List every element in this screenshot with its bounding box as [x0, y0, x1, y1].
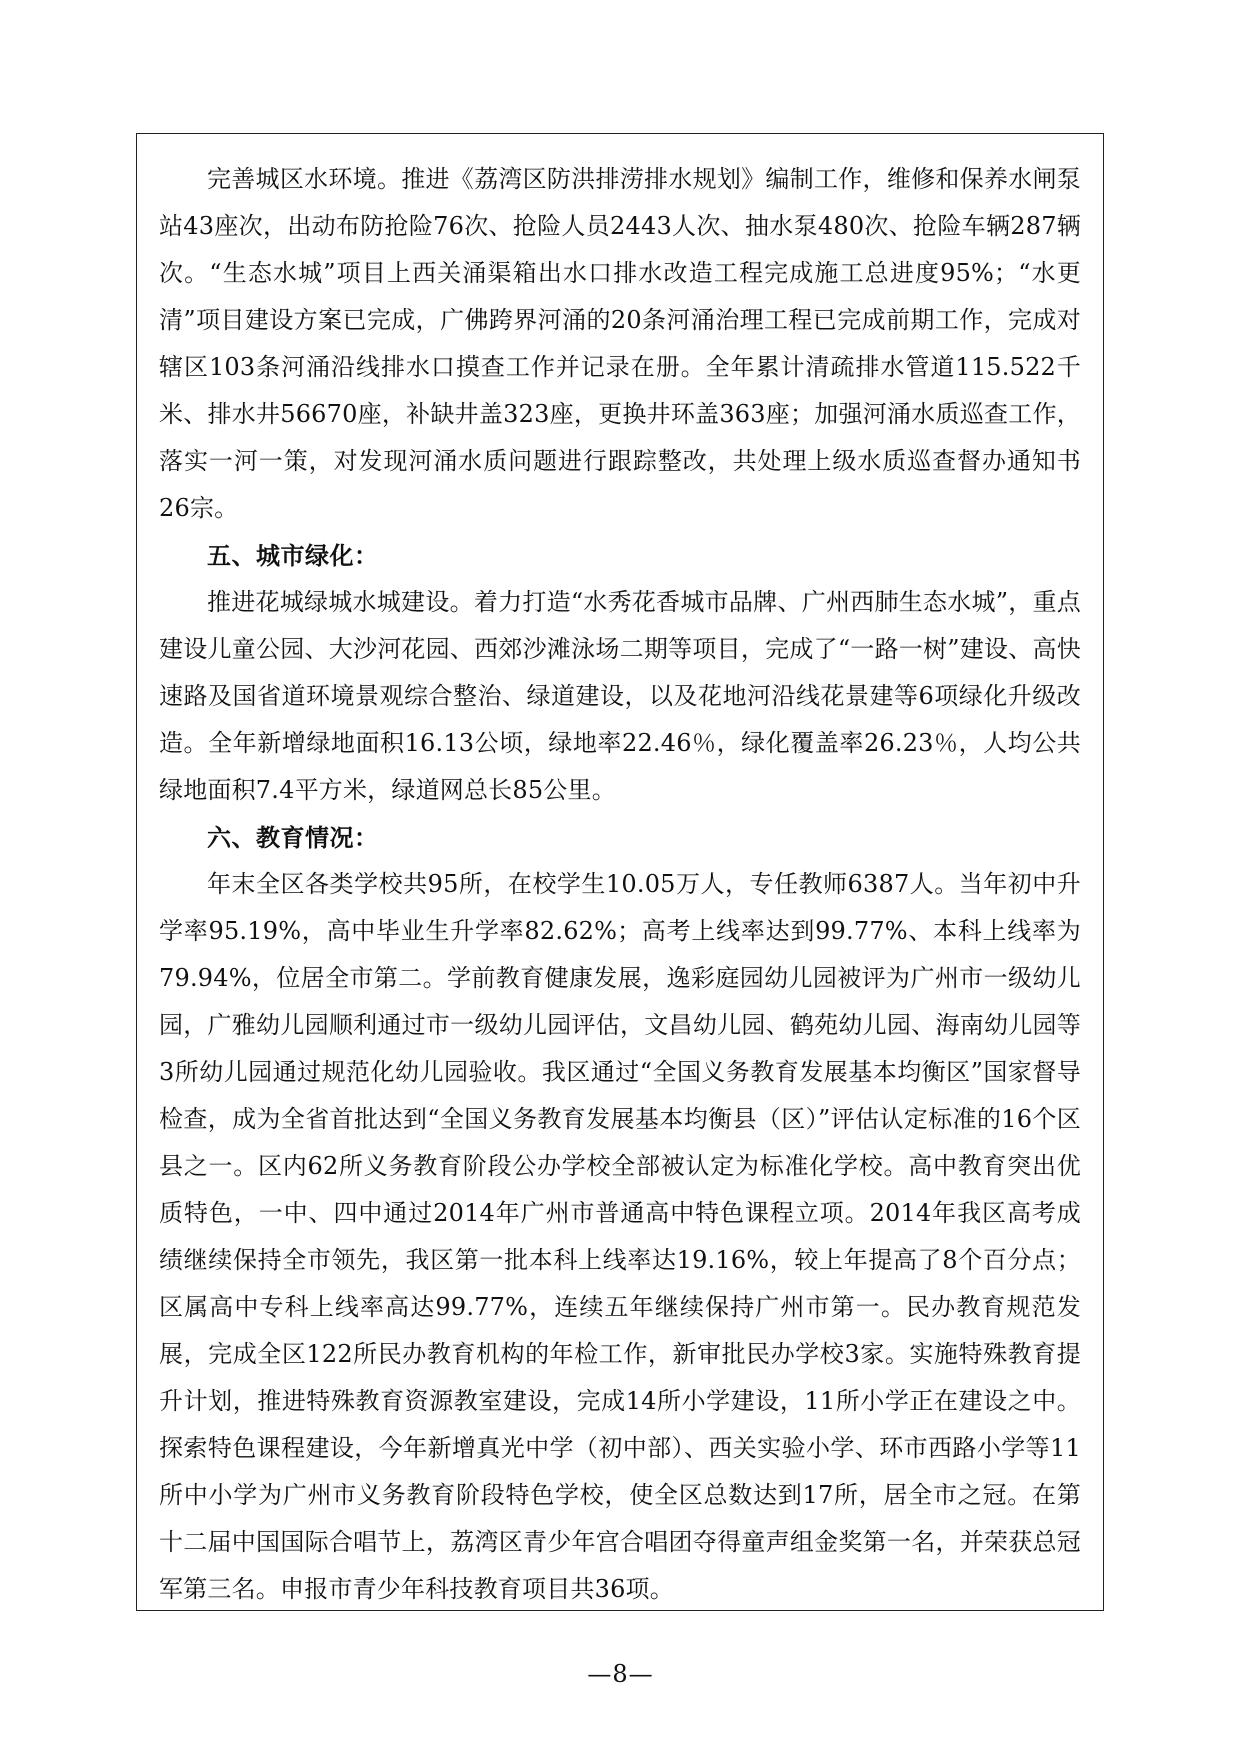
page-number: —8—	[587, 1660, 654, 1688]
report-content-frame	[136, 133, 1104, 1611]
greening-paragraph: 推进花城绿城水城建设。着力打造“水秀花香城市品牌、广州西肺生态水城”，重点建设儿童公园、大沙河花园、西郊沙滩泳场二期等项目，完成了“一路一树”建设、高快速路及国省道环境景观综合整治、绿道建设，以及花地河沿线花景建等6项绿化升级改造。全年新增绿地面积16.13公顷，绿地率22.46％，绿化覆盖率26.23％，人均公共绿地面积7.4平方米，绿道网总长85公里。	[159, 588, 1081, 804]
education-paragraph: 年末全区各类学校共95所，在校学生10.05万人，专任教师6387人。当年初中升学率95.19%，高中毕业生升学率82.62%；高考上线率达到99.77%、本科上线率为79.94%，位居全市第二。学前教育健康发展，逸彩庭园幼儿园被评为广州市一级幼儿园，广雅幼儿园顺利通过市一级幼儿园评估，文昌幼儿园、鹤苑幼儿园、海南幼儿园等3所幼儿园通过规范化幼儿园验收。我区通过“全国义务教育发展基本均衡区”国家督导检查，成为全省首批达到“全国义务教育发展基本均衡县（区）”评估认定标准的16个区县之一。区内62所义务教育阶段公办学校全部被认定为标准化学校。高中教育突出优质特色，一中、四中通过2014年广州市普通高中特色课程立项。2014年我区高考成绩继续保持全市领先，我区第一批本科上线率达19.16%，较上年提高了8个百分点；区属高中专科上线率高达99.77%，连续五年继续保持广州市第一。民办教育规范发展，完成全区122所民办教育机构的年检工作，新审批民办学校3家。实施特殊教育提升计划，推进特殊教育资源教室建设，完成14所小学建设，11所小学正在建设之中。探索特色课程建设，今年新增真光中学（初中部）、西关实验小学、环市西路小学等11所中小学为广州市义务教育阶段特色学校，使全区总数达到17所，居全市之冠。在第十二届中国国际合唱节上，荔湾区青少年宫合唱团夺得童声组金奖第一名，并荣获总冠军第三名。申报市青少年科技教育项目共36项。	[159, 870, 1081, 1603]
section-heading-greening: 五、城市绿化：	[207, 541, 379, 570]
section-heading-education: 六、教育情况：	[207, 823, 379, 852]
water-environment-paragraph: 完善城区水环境。推进《荔湾区防洪排涝排水规划》编制工作，维修和保养水闸泵站43座次，出动布防抢险76次、抢险人员2443人次、抽水泵480次、抢险车辆287辆次。“生态水城”项目上西关涌渠箱出水口排水改造工程完成施工总进度95%；“水更清”项目建设方案已完成，广佛跨界河涌的20条河涌治理工程已完成前期工作，完成对辖区103条河涌沿线排水口摸查工作并记录在册。全年累计清疏排水管道115.522千米、排水井56670座，补缺井盖323座，更换井环盖363座；加强河涌水质巡查工作，落实一河一策，对发现河涌水质问题进行跟踪整改，共处理上级水质巡查督办通知书26宗。	[159, 165, 1081, 522]
